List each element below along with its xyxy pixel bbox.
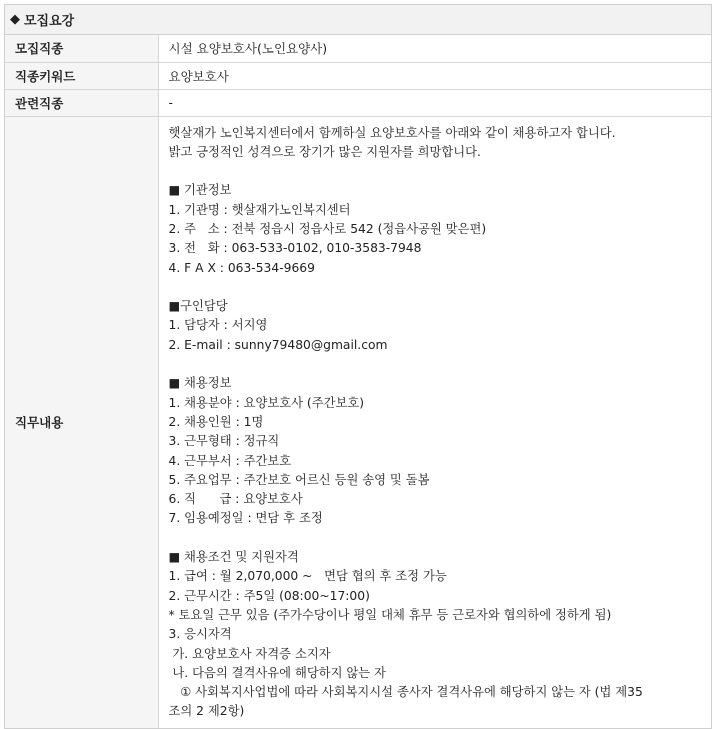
description-line: ① 사회복지사업법에 따라 사회복지시설 종사자 결격사유에 해당하지 않는 자 (법 제35	[168, 685, 643, 700]
description-line: 1. 담당자 : 서지영	[168, 318, 268, 333]
description-line	[169, 355, 702, 374]
description-line: 가. 요양보호사 자격증 소지자	[168, 646, 331, 661]
description-line: ■구인담당	[168, 299, 228, 314]
row-label: 관련직종	[5, 89, 158, 116]
description-line: 조의 2 제2항)	[168, 704, 245, 719]
table-row-keyword	[5, 62, 711, 89]
description-line	[169, 162, 702, 181]
description-line: 6. 직 급 : 요양보호사	[168, 492, 303, 507]
row-value: 시설 요양보호사(노인요양사)	[168, 41, 328, 57]
description-line: 4. F A X : 063-534-9669	[168, 260, 315, 275]
description-line: ■ 기관정보	[168, 183, 232, 198]
section-title: 모집요강	[24, 14, 75, 29]
table-row-related	[5, 89, 711, 116]
description-line: 밝고 긍정적인 성격으로 장기가 많은 지원자를 희망합니다.	[168, 144, 481, 159]
description-line: 1. 급여 : 월 2,070,000 ~ 면담 협의 후 조정 가능	[168, 569, 447, 584]
job-description-content	[158, 116, 711, 728]
table-row-job-description	[5, 116, 711, 728]
description-line: 3. 전 화 : 063-533-0102, 010-3583-7948	[168, 241, 422, 256]
description-line: 1. 채용분야 : 요양보호사 (주간보호)	[168, 395, 365, 410]
description-line: 2. 주 소 : 전북 정읍시 정읍사로 542 (정읍사공원 맞은편)	[168, 221, 487, 236]
row-value: -	[158, 89, 711, 116]
description-line: 3. 근무형태 : 정규직	[168, 434, 280, 449]
description-line: 2. 채용인원 : 1명	[168, 414, 264, 429]
description-line: 2. 근무시간 : 주5일 (08:00~17:00)	[168, 588, 370, 603]
description-line	[169, 278, 702, 297]
description-line	[169, 529, 702, 548]
description-line: 3. 응시자격	[168, 627, 232, 642]
description-line: * 토요일 근무 있음 (주가수당이나 평일 대체 휴무 등 근로자와 협의하에 정하게 됨)	[168, 607, 612, 622]
row-value: 요양보호사	[158, 62, 711, 89]
description-line: ■ 채용정보	[168, 376, 232, 391]
info-table	[5, 35, 711, 728]
diamond-icon: ◆	[10, 12, 20, 27]
description-line: 7. 임용예정일 : 면담 후 조정	[168, 511, 323, 526]
row-label: 직무내용	[5, 116, 158, 728]
description-line: 나. 다음의 결격사유에 해당하지 않는 자	[168, 665, 386, 680]
description-line: ■ 채용조건 및 지원자격	[168, 550, 299, 565]
description-line: 햇살재가 노인복지센터에서 함께하실 요양보호사를 아래와 같이 채용하고자 합니다.	[168, 125, 616, 140]
description-line: 4. 근무부서 : 주간보호	[168, 453, 292, 468]
description-line: 2. E-mail : sunny79480@gmail.com	[168, 337, 388, 352]
description-line: 5. 주요업무 : 주간보호 어르신 등원 송영 및 돌봄	[168, 472, 430, 487]
section-header	[5, 5, 711, 35]
description-line: 1. 기관명 : 햇살재가노인복지센터	[168, 202, 351, 217]
row-label: 모집직종	[5, 35, 158, 62]
row-label: 직종키워드	[5, 62, 158, 89]
recruitment-table	[4, 4, 712, 729]
table-row-occupation	[5, 35, 711, 62]
